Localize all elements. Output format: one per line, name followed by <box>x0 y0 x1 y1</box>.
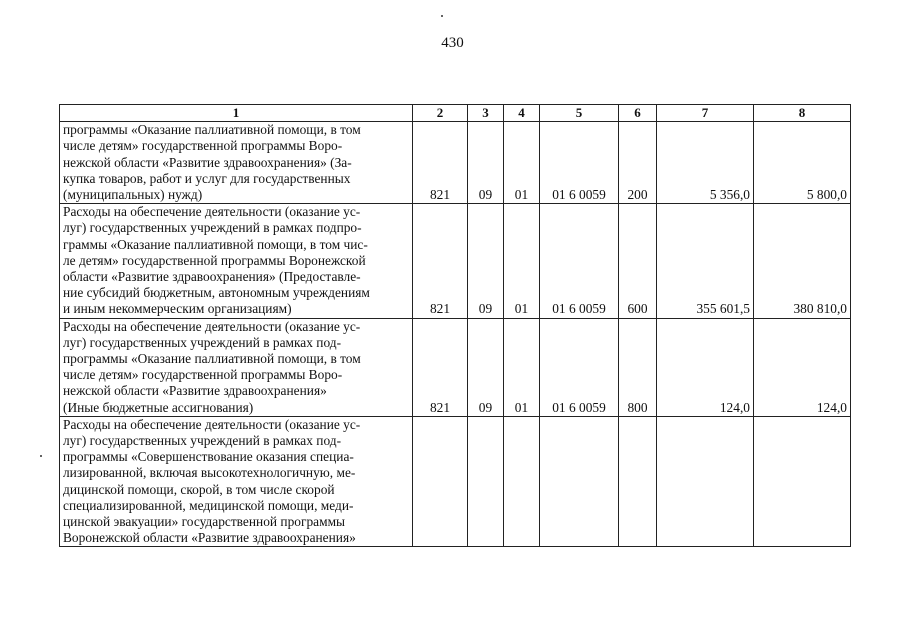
description-line: нежской области «Развитие здравоохранения» (За- <box>63 154 352 170</box>
description-line: (муниципальных) нужд) <box>63 187 203 203</box>
table-row <box>60 122 851 204</box>
row-description <box>60 122 413 204</box>
description-line: (Иные бюджетные ассигнования) <box>63 399 254 415</box>
amount-col-7 <box>657 416 754 547</box>
description-line: ние субсидий бюджетным, автономным учреждениям <box>63 285 370 301</box>
description-line: лизированной, включая высокотехнологичную, ме- <box>63 465 356 481</box>
subsection-code <box>504 416 540 547</box>
budget-table <box>59 104 851 547</box>
amount-col-8: 124,0 <box>754 318 851 416</box>
description-line: числе детям» государственной программы Воро- <box>63 367 343 383</box>
expense-type-code: 800 <box>619 318 657 416</box>
ministry-code: 821 <box>413 318 468 416</box>
description-line: купка товаров, работ и услуг для государственных <box>63 170 351 186</box>
subsection-code: 01 <box>504 204 540 318</box>
row-description <box>60 416 413 547</box>
table-row <box>60 204 851 318</box>
section-code <box>468 416 504 547</box>
col-header-3: 3 <box>468 105 504 122</box>
ministry-code: 821 <box>413 204 468 318</box>
target-article-code: 01 6 0059 <box>540 122 619 204</box>
description-line: Воронежской области «Развитие здравоохранения» <box>63 530 356 546</box>
amount-col-8: 5 800,0 <box>754 122 851 204</box>
description-line: луг) государственных учреждений в рамках подпро- <box>63 220 362 236</box>
description-line: специализированной, медицинской помощи, меди- <box>63 497 354 513</box>
scan-speck <box>40 455 42 457</box>
col-header-1: 1 <box>60 105 413 122</box>
description-line: граммы «Оказание паллиативной помощи, в том чис- <box>63 236 368 252</box>
col-header-8: 8 <box>754 105 851 122</box>
target-article-code <box>540 416 619 547</box>
scan-speck <box>441 15 443 17</box>
target-article-code: 01 6 0059 <box>540 318 619 416</box>
description-line: программы «Оказание паллиативной помощи, в том <box>63 122 361 138</box>
ministry-code: 821 <box>413 122 468 204</box>
description-line: программы «Оказание паллиативной помощи, в том <box>63 351 361 367</box>
amount-col-7: 124,0 <box>657 318 754 416</box>
row-description <box>60 318 413 416</box>
description-line: луг) государственных учреждений в рамках под- <box>63 433 342 449</box>
expense-type-code <box>619 416 657 547</box>
description-line: и иным некоммерческим организациям) <box>63 301 292 317</box>
page-number: 430 <box>441 35 464 51</box>
description-line: Расходы на обеспечение деятельности (оказание ус- <box>63 204 361 220</box>
description-line: луг) государственных учреждений в рамках под- <box>63 334 342 350</box>
section-code: 09 <box>468 122 504 204</box>
col-header-4: 4 <box>504 105 540 122</box>
description-line: нежской области «Развитие здравоохранения» <box>63 383 327 399</box>
col-header-6: 6 <box>619 105 657 122</box>
target-article-code: 01 6 0059 <box>540 204 619 318</box>
table-row <box>60 416 851 547</box>
expense-type-code: 200 <box>619 122 657 204</box>
col-header-7: 7 <box>657 105 754 122</box>
description-line: ле детям» государственной программы Воронежской <box>63 252 366 268</box>
expense-type-code: 600 <box>619 204 657 318</box>
amount-col-7: 355 601,5 <box>657 204 754 318</box>
section-code: 09 <box>468 204 504 318</box>
subsection-code: 01 <box>504 318 540 416</box>
subsection-code: 01 <box>504 122 540 204</box>
header-row <box>60 105 851 122</box>
section-code: 09 <box>468 318 504 416</box>
amount-col-8 <box>754 416 851 547</box>
col-header-5: 5 <box>540 105 619 122</box>
amount-col-8: 380 810,0 <box>754 204 851 318</box>
description-line: числе детям» государственной программы Воро- <box>63 138 343 154</box>
col-header-2: 2 <box>413 105 468 122</box>
ministry-code <box>413 416 468 547</box>
description-line: области «Развитие здравоохранения» (Предоставле- <box>63 269 361 285</box>
row-description <box>60 204 413 318</box>
description-line: дицинской помощи, скорой, в том числе скорой <box>63 481 335 497</box>
description-line: Расходы на обеспечение деятельности (оказание ус- <box>63 416 361 432</box>
description-line: Расходы на обеспечение деятельности (оказание ус- <box>63 318 361 334</box>
description-line: программы «Совершенствование оказания специа- <box>63 449 354 465</box>
table-row <box>60 318 851 416</box>
amount-col-7: 5 356,0 <box>657 122 754 204</box>
description-line: цинской эвакуации» государственной программы <box>63 514 346 530</box>
